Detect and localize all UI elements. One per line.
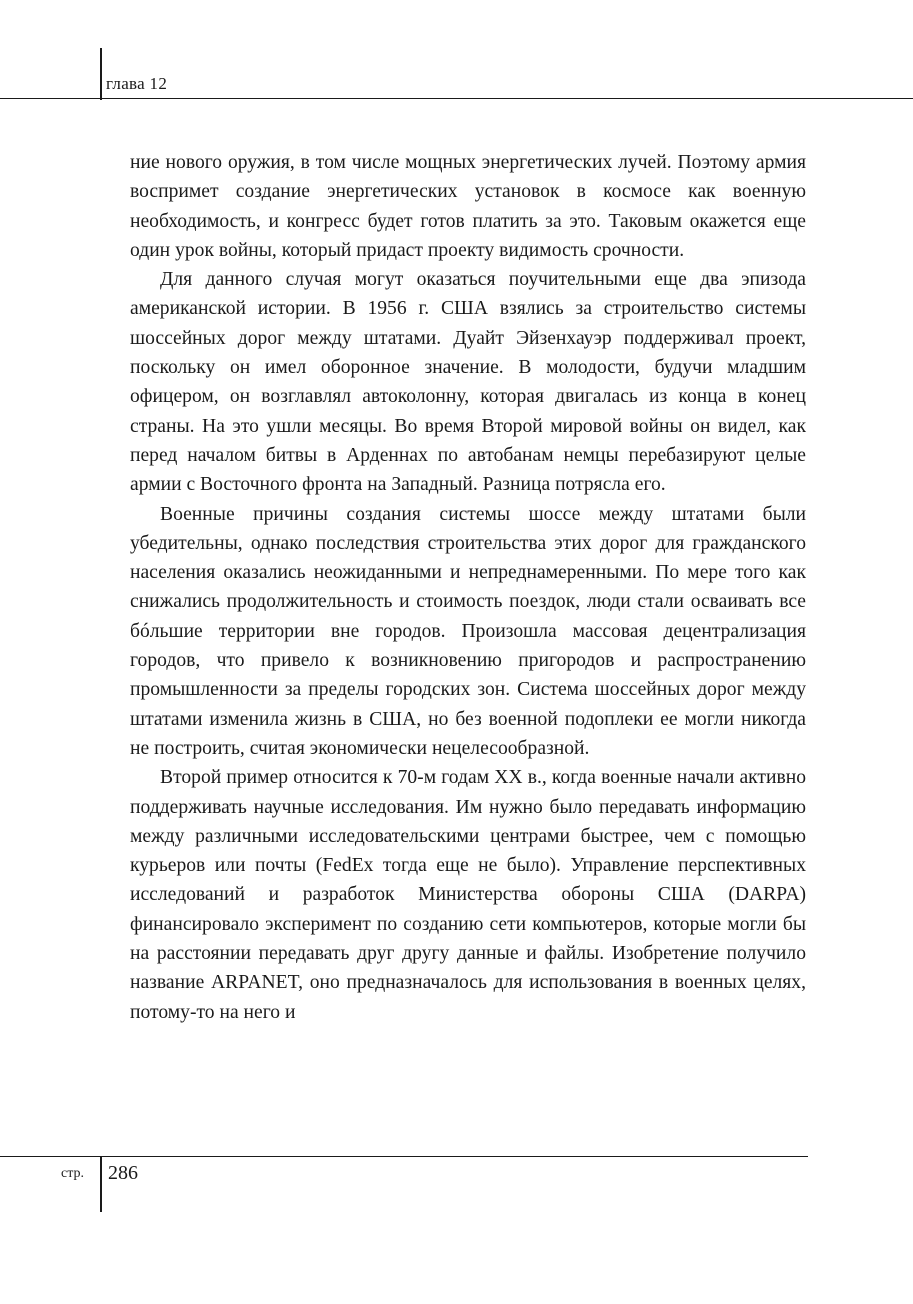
- header-vertical-rule: [100, 48, 102, 100]
- paragraph-2: Для данного случая могут оказаться поучительными еще два эпизода американской истории. В 1956 г. США взялись за строительство системы шоссейных дорог между штатами. Дуайт Эйзенхауэр поддерживал проект, поскольку он имел оборонное значение. В молодости, будучи младшим офицером, он возглавлял автоколонну, которая двигалась из конца в конец страны. На это ушли месяцы. Во время Второй мировой войны он видел, как перед началом битвы в Арденнах по автобанам немцы перебазируют целые армии с Восточного фронта на Западный. Разница потрясла его.: [130, 269, 806, 496]
- body-text: [130, 148, 806, 1027]
- paragraph-1: ние нового оружия, в том числе мощных энергетических лучей. Поэтому армия воспримет создание энергетических установок в космосе как военную необходимость, и конгресс будет готов платить за это. Таковым окажется еще один урок войны, который придаст проекту видимость срочности.: [130, 152, 806, 261]
- page-number: 286: [108, 1162, 138, 1184]
- footer-horizontal-rule: [0, 1156, 808, 1157]
- running-head-chapter: глава 12: [106, 74, 168, 93]
- header-horizontal-rule: [0, 98, 913, 99]
- paragraph-3: Военные причины создания системы шоссе между штатами были убедительны, однако последствия строительства этих дорог для гражданского населения оказались неожиданными и непреднамеренными. По мере того как снижались продолжительность и стоимость поездок, люди стали осваивать все бóльшие территории вне городов. Произошла массовая децентрализация городов, что привело к возникновению пригородов и распространению промышленности за пределы городских зон. Система шоссейных дорог между штатами изменила жизнь в США, но без военной подоплеки ее могли никогда не построить, считая экономически нецелесообразной.: [130, 503, 806, 759]
- footer-vertical-rule: [100, 1157, 102, 1212]
- paragraph-4: Второй пример относится к 70-м годам XX в., когда военные начали активно поддерживать научные исследования. Им нужно было передавать информацию между различными исследовательскими центрами быстрее, чем с помощью курьеров или почты (FedEx тогда еще не было). Управление перспективных исследований и разработок Министерства обороны США (DARPA) финансировало эксперимент по созданию сети компьютеров, которые могли бы на расстоянии передавать друг другу данные и файлы. Изобретение получило название ARPANET, оно предназначалось для использования в военных целях, потому-то на него и: [130, 767, 806, 1023]
- page-label: стр.: [61, 1166, 85, 1181]
